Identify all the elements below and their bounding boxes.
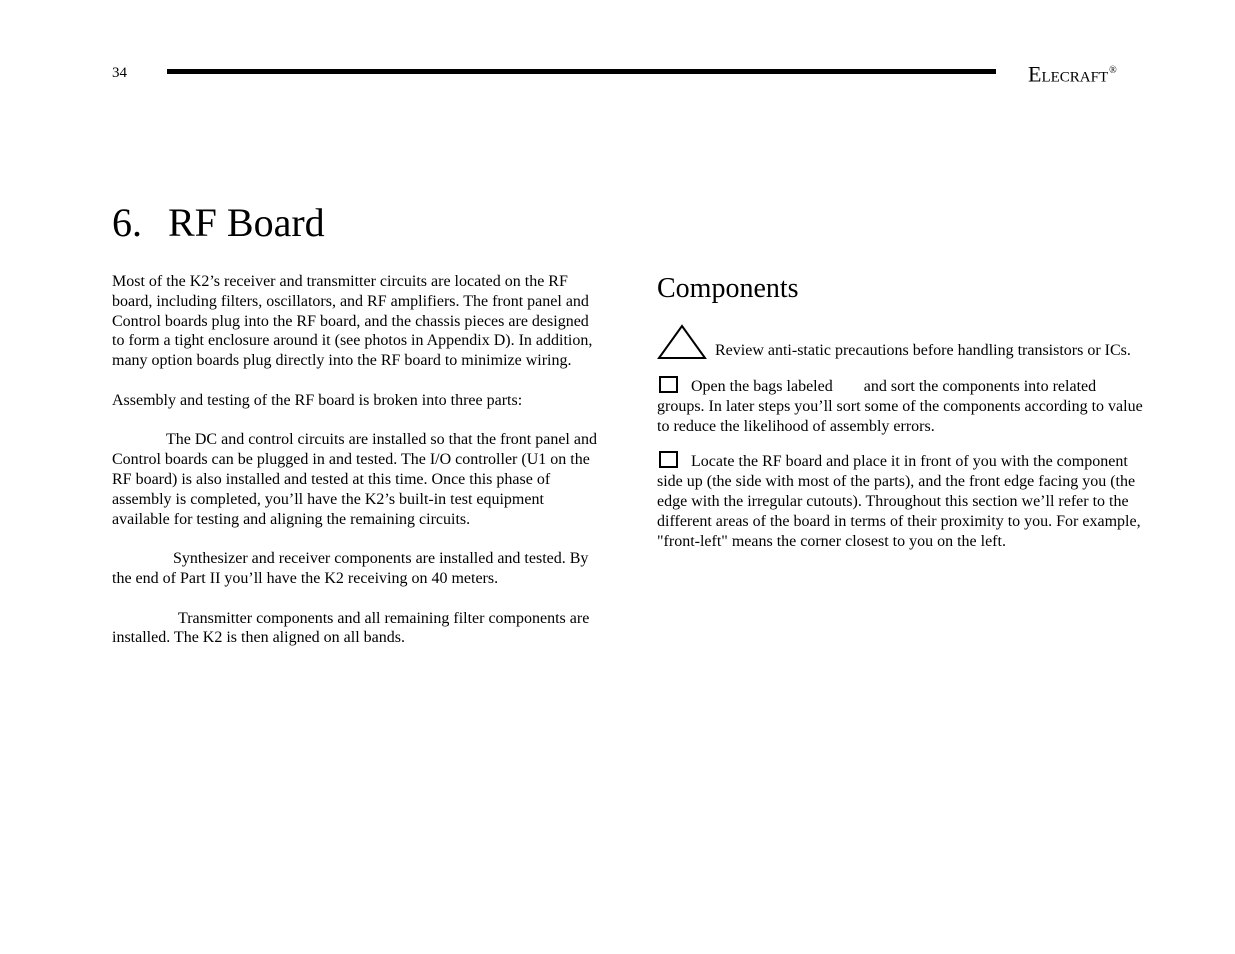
step-open-bags-text-before: Open the bags labeled [691,378,833,395]
step-open-bags [657,376,1147,436]
checkbox-icon[interactable] [659,376,678,393]
left-column [112,272,604,668]
brand-name: Elecraft [1028,61,1109,87]
step-locate-board-text: Locate the RF board and place it in front of you with the component side up (the side with most of the parts), and the front edge facing you (the edge with the irregular cutouts). Throughout this section we’ll refer to the different areas of the board in terms of their proximity to you. For example, "front-left" means the corner closest to you on the left. [657,453,1141,550]
part-2-paragraph [112,549,604,589]
warning-step [657,324,1147,361]
step-open-bags-text-after: and sort the components into related groups. In later steps you’ll sort some of the components according to value to reduce the likelihood of assembly errors. [657,378,1143,435]
page-number: 34 [112,65,127,81]
part-1-text: The DC and control circuits are installed so that the front panel and Control boards can be plugged in and tested. The I/O controller (U1 on the RF board) is also installed and tested at this time. Once this phase of assembly is completed, you’ll have the K2’s built-in test equipment available for testing and aligning the remaining circuits. [112,431,597,528]
header-rule [167,69,996,74]
chapter-title [112,200,325,246]
intro-paragraph: Most of the K2’s receiver and transmitter circuits are located on the RF board, including filters, oscillators, and RF amplifiers. The front panel and Control boards plug into the RF board, and the chassis pieces are designed to form a tight enclosure around it (see photos in Appendix D). In addition, many option boards plug directly into the RF board to minimize wiring. [112,273,593,370]
warning-triangle-icon [657,324,707,361]
step-locate-board [657,451,1147,551]
right-column [657,272,1147,566]
part-3-text: Transmitter components and all remaining filter components are installed. The K2 is then aligned on all bands. [112,609,590,647]
part-3-paragraph [112,609,604,649]
chapter-title-text: RF Board [168,200,325,245]
registered-mark: ® [1109,65,1117,76]
warning-step-text: Review anti-static precautions before handling transistors or ICs. [715,342,1131,360]
part-2-text: Synthesizer and receiver components are installed and tested. By the end of Part II you’ll have the K2 receiving on 40 meters. [112,550,589,587]
parts-intro-paragraph: Assembly and testing of the RF board is broken into three parts: [112,391,523,409]
part-1-paragraph [112,430,604,529]
brand-logo [1028,58,1117,87]
chapter-number: 6. [112,200,142,245]
section-heading: Components [657,273,799,304]
checkbox-icon[interactable] [659,451,678,468]
